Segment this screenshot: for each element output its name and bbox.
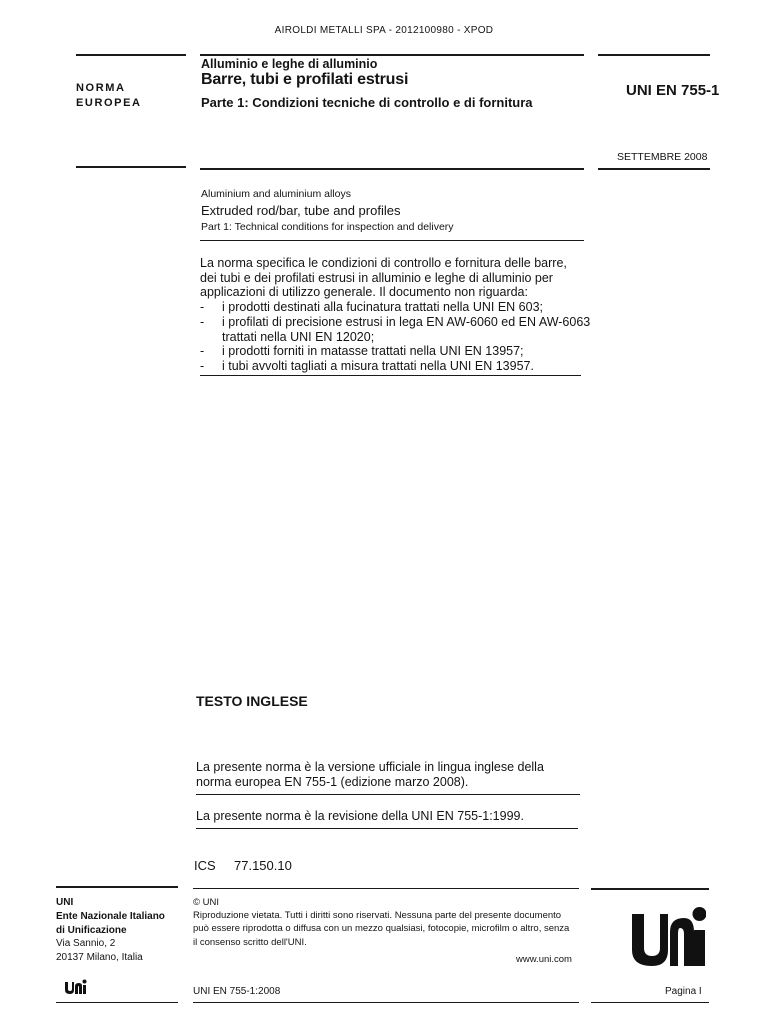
abstract-line: dei tubi e dei profilati estrusi in alluminio e leghe di alluminio per	[200, 270, 553, 285]
title-en-line-3: Part 1: Technical conditions for inspection and delivery	[201, 221, 454, 233]
version-note	[196, 760, 544, 790]
title-it-line-1: Alluminio e leghe di alluminio	[201, 57, 378, 71]
copyright: © UNI	[193, 897, 219, 908]
list-text: i prodotti destinati alla fucinatura trattati nella UNI EN 603;	[222, 300, 544, 315]
title-it-line-2: Barre, tubi e profilati estrusi	[201, 71, 409, 88]
testo-inglese-heading: TESTO INGLESE	[196, 693, 308, 709]
version-note-line-1: La presente norma è la versione ufficiale in lingua inglese della	[196, 760, 544, 774]
top-rule-left	[76, 54, 186, 56]
org-address-2: 20137 Milano, Italia	[56, 952, 143, 964]
top-rule-center	[200, 54, 584, 56]
list-dash: -	[200, 314, 205, 329]
footer-rule-center	[193, 888, 579, 889]
list-item	[200, 330, 590, 345]
ics-value: 77.150.10	[234, 858, 292, 873]
org-block	[56, 896, 165, 965]
uni-logo	[630, 900, 706, 968]
list-dash: -	[200, 344, 205, 359]
title-en-line-1: Aluminium and aluminium alloys	[201, 188, 351, 200]
uni-small-logo-icon	[64, 978, 88, 994]
list-text: i prodotti forniti in matasse trattati nella UNI EN 13957;	[222, 344, 524, 359]
doc-reference: UNI EN 755-1:2008	[193, 986, 281, 997]
list-text: i tubi avvolti tagliati a misura trattati nella UNI EN 13957.	[222, 358, 534, 373]
footer-rule-right	[591, 888, 709, 890]
label-line-1: NORMA	[76, 82, 126, 94]
standard-code: UNI EN 755-1	[626, 82, 720, 99]
abstract	[200, 256, 590, 374]
header-stamp: AIROLDI METALLI SPA - 2012100980 - XPOD	[274, 25, 494, 36]
uni-logo-icon	[630, 900, 706, 968]
title-it-line-3: Parte 1: Condizioni tecniche di controllo e di fornitura	[201, 95, 533, 110]
list-text: trattati nella UNI EN 12020;	[222, 329, 375, 344]
list-text: i profilati di precisione estrusi in lega EN AW-6060 ed EN AW-6063	[222, 314, 591, 329]
title-en-rule	[200, 240, 584, 241]
list-item	[200, 344, 590, 359]
website: www.uni.com	[516, 954, 572, 965]
list-dash: -	[200, 358, 205, 373]
footer-rule-left	[56, 886, 178, 888]
abstract-rule	[200, 375, 581, 376]
list-dash: -	[200, 300, 205, 315]
revision-note: La presente norma è la revisione della UNI EN 755-1:1999.	[196, 809, 524, 823]
abstract-line: applicazioni di utilizzo generale. Il documento non riguarda:	[200, 285, 528, 300]
title-rule-left	[76, 166, 186, 168]
rights-block	[193, 896, 569, 949]
bottom-rule-center	[193, 1002, 579, 1003]
rights-line: il consenso scritto dell'UNI.	[193, 936, 307, 948]
publication-date: SETTEMBRE 2008	[617, 151, 708, 163]
bottom-rule-left	[56, 1002, 178, 1003]
title-en-line-2: Extruded rod/bar, tube and profiles	[201, 203, 401, 218]
rights-line: Riproduzione vietata. Tutti i diritti sono riservati. Nessuna parte del presente documento	[193, 910, 562, 922]
version-note-rule	[196, 794, 580, 795]
title-rule-right	[598, 168, 710, 170]
rights-line: può essere riprodotta o diffusa con un mezzo qualsiasi, fotocopie, microfilm o altro, senza	[193, 923, 570, 935]
abstract-line: La norma specifica le condizioni di controllo e fornitura delle barre,	[200, 256, 567, 270]
org-address-1: Via Sannio, 2	[56, 938, 116, 950]
org-name-1: Ente Nazionale Italiano	[56, 910, 165, 922]
list-item	[200, 359, 590, 374]
list-item	[200, 300, 590, 315]
bottom-rule-right	[591, 1002, 709, 1003]
revision-note-rule	[196, 828, 578, 829]
ics-label: ICS	[194, 858, 216, 873]
label-line-2: EUROPEA	[76, 97, 142, 109]
norma-europea-label	[76, 81, 142, 111]
top-rule-right	[598, 54, 710, 56]
version-note-line-2: norma europea EN 755-1 (edizione marzo 2008).	[196, 775, 469, 789]
org-short: UNI	[56, 897, 74, 908]
uni-small-logo	[64, 978, 88, 994]
list-item	[200, 315, 590, 330]
org-name-2: di Unificazione	[56, 924, 127, 936]
title-rule-center	[200, 168, 584, 170]
page-number: Pagina I	[665, 986, 702, 997]
